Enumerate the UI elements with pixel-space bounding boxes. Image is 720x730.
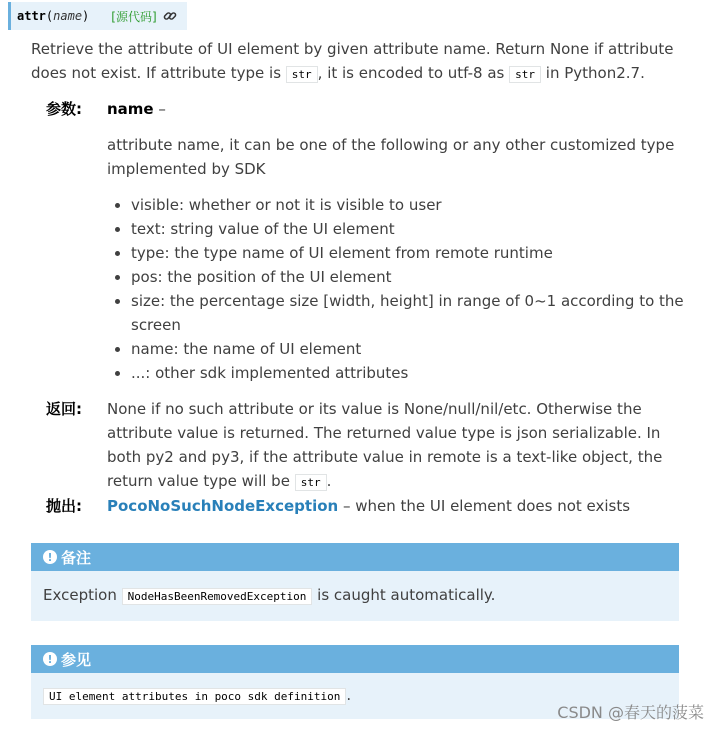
returns-label: 返回: — [46, 400, 82, 418]
seealso-code-link[interactable]: UI element attributes in poco sdk definition — [43, 688, 346, 705]
seealso-post: . — [346, 686, 352, 704]
link-icon-graphic — [163, 9, 177, 23]
param-dash: – — [153, 100, 166, 118]
note-text-post: is caught automatically. — [312, 586, 496, 604]
seealso-title: 参见 — [61, 650, 92, 669]
seealso-title-bar — [31, 645, 679, 673]
raises-body — [107, 494, 687, 518]
param-name: name — [107, 100, 154, 118]
returns-code: str — [295, 474, 327, 491]
param-intro: attribute name, it can be one of the following or any other customized type implemented by SDK — [107, 136, 675, 178]
method-description — [31, 37, 681, 87]
exception-link[interactable]: PocoNoSuchNodeException — [107, 497, 339, 515]
raises-text: – when the UI element does not exists — [338, 497, 631, 515]
list-item: • text: string value of the UI element — [131, 217, 687, 241]
note-text-pre: Exception — [43, 586, 122, 604]
raises-label: 抛出: — [46, 497, 82, 515]
function-name: attr — [17, 9, 46, 23]
params-label: 参数: — [46, 100, 82, 118]
function-signature — [8, 2, 187, 30]
list-item: • ...: other sdk implemented attributes — [131, 361, 687, 385]
note-admonition — [31, 543, 679, 621]
list-item: • size: the percentage size [width, height] in range of 0~1 according to the screen — [131, 289, 687, 337]
function-param: name — [53, 9, 83, 23]
note-code: NodeHasBeenRemovedException — [122, 588, 313, 605]
note-title: 备注 — [61, 548, 92, 567]
description-text-2: , it is encoded to utf-8 as — [317, 64, 510, 82]
exclamation-icon: ! — [43, 550, 57, 564]
inline-code-str-2: str — [509, 66, 541, 83]
returns-body — [107, 397, 687, 495]
watermark: CSDN @春天的菠菜 — [557, 703, 704, 722]
list-item: • type: the type name of UI element from remote runtime — [131, 241, 687, 265]
returns-text: None if no such attribute or its value is None/null/nil/etc. Otherwise the attribute value is returned. The returned value type is json serializable. In both py2 and py3, if the attribute value in remote is a text-like object, the return value type will be — [107, 400, 663, 490]
description-text-1: Retrieve the attribute of UI element by given attribute name. Return None if attribute does not exist. If attribute type is — [31, 40, 674, 82]
attribute-list — [107, 193, 687, 385]
inline-code-str-1: str — [286, 66, 318, 83]
note-title-bar — [31, 543, 679, 571]
list-item: • visible: whether or not it is visible to user — [131, 193, 687, 217]
list-item: • pos: the position of the UI element — [131, 265, 687, 289]
exclamation-icon: ! — [43, 652, 57, 666]
note-body — [31, 571, 679, 621]
source-code-link[interactable]: [源代码] — [111, 9, 157, 24]
open-paren: ( — [45, 9, 54, 23]
params-body — [107, 97, 687, 385]
description-text-3: in Python2.7. — [541, 64, 645, 82]
list-item: • name: the name of UI element — [131, 337, 687, 361]
returns-end: . — [326, 472, 332, 490]
param-header — [107, 97, 687, 121]
link-icon[interactable] — [163, 9, 177, 23]
close-paren: ) — [82, 9, 90, 23]
